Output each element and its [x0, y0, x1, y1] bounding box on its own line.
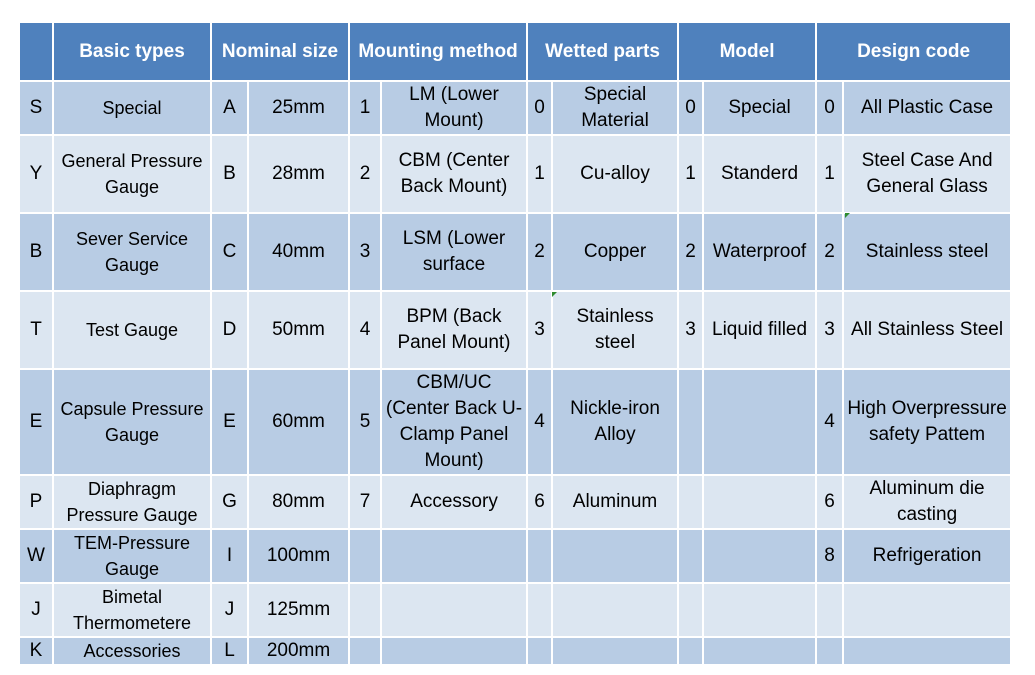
wetted-code: 1	[527, 135, 552, 213]
size-code: B	[211, 135, 248, 213]
nominal-size: 28mm	[248, 135, 349, 213]
type-code: K	[19, 637, 53, 665]
design-code: 2	[816, 213, 843, 291]
basic-type: Special	[53, 81, 211, 135]
size-code: E	[211, 369, 248, 475]
type-code: S	[19, 81, 53, 135]
basic-type: Accessories	[53, 637, 211, 665]
size-code: G	[211, 475, 248, 529]
nominal-size: 40mm	[248, 213, 349, 291]
wetted-code	[527, 583, 552, 637]
type-code: W	[19, 529, 53, 583]
mount-code: 2	[349, 135, 381, 213]
size-code: C	[211, 213, 248, 291]
mounting-method	[381, 529, 527, 583]
mount-code: 7	[349, 475, 381, 529]
wetted-part: Special Material	[552, 81, 678, 135]
wetted-part: Cu-alloy	[552, 135, 678, 213]
wetted-code: 4	[527, 369, 552, 475]
basic-type: Test Gauge	[53, 291, 211, 369]
mounting-method: BPM (Back Panel Mount)	[381, 291, 527, 369]
wetted-part: Aluminum	[552, 475, 678, 529]
header-mounting-method: Mounting method	[349, 22, 527, 81]
model	[703, 637, 816, 665]
wetted-code	[527, 529, 552, 583]
wetted-part	[552, 583, 678, 637]
nominal-size: 25mm	[248, 81, 349, 135]
design: Aluminum die casting	[843, 475, 1011, 529]
nominal-size: 100mm	[248, 529, 349, 583]
model: Liquid filled	[703, 291, 816, 369]
design: All Plastic Case	[843, 81, 1011, 135]
table-row	[19, 475, 1011, 529]
design-code	[816, 637, 843, 665]
nominal-size: 125mm	[248, 583, 349, 637]
wetted-code: 3	[527, 291, 552, 369]
basic-type: Bimetal Thermometere	[53, 583, 211, 637]
design-code: 1	[816, 135, 843, 213]
table-row	[19, 213, 1011, 291]
mounting-method: LSM (Lower surface	[381, 213, 527, 291]
design-code	[816, 583, 843, 637]
wetted-code: 0	[527, 81, 552, 135]
wetted-code: 6	[527, 475, 552, 529]
mounting-method	[381, 637, 527, 665]
model	[703, 475, 816, 529]
design	[843, 637, 1011, 665]
mounting-method	[381, 583, 527, 637]
model	[703, 369, 816, 475]
model-code: 0	[678, 81, 703, 135]
design-code: 4	[816, 369, 843, 475]
nominal-size: 80mm	[248, 475, 349, 529]
mounting-method: Accessory	[381, 475, 527, 529]
mounting-method: LM (Lower Mount)	[381, 81, 527, 135]
design	[843, 583, 1011, 637]
size-code: A	[211, 81, 248, 135]
mount-code: 4	[349, 291, 381, 369]
table-row	[19, 81, 1011, 135]
basic-type: TEM-Pressure Gauge	[53, 529, 211, 583]
wetted-part: Stainless steel	[552, 291, 678, 369]
table-row	[19, 291, 1011, 369]
model-code: 2	[678, 213, 703, 291]
basic-type: General Pressure Gauge	[53, 135, 211, 213]
wetted-part: Copper	[552, 213, 678, 291]
design-code: 0	[816, 81, 843, 135]
basic-type: Diaphragm Pressure Gauge	[53, 475, 211, 529]
mount-code: 1	[349, 81, 381, 135]
size-code: I	[211, 529, 248, 583]
model-code: 3	[678, 291, 703, 369]
model: Special	[703, 81, 816, 135]
header-design-code: Design code	[816, 22, 1011, 81]
nominal-size: 200mm	[248, 637, 349, 665]
nominal-size: 60mm	[248, 369, 349, 475]
size-code: J	[211, 583, 248, 637]
model-code	[678, 369, 703, 475]
comment-marker-icon	[552, 292, 557, 297]
type-code: B	[19, 213, 53, 291]
model-code	[678, 529, 703, 583]
mount-code	[349, 583, 381, 637]
mounting-method: CBM (Center Back Mount)	[381, 135, 527, 213]
wetted-code	[527, 637, 552, 665]
mount-code: 3	[349, 213, 381, 291]
model-code	[678, 637, 703, 665]
type-code: P	[19, 475, 53, 529]
header-basic-types: Basic types	[53, 22, 211, 81]
table-row	[19, 135, 1011, 213]
table-row	[19, 369, 1011, 475]
wetted-part	[552, 529, 678, 583]
wetted-part: Nickle-iron Alloy	[552, 369, 678, 475]
model	[703, 529, 816, 583]
table-row	[19, 637, 1011, 665]
design: All Stainless Steel	[843, 291, 1011, 369]
type-code: T	[19, 291, 53, 369]
mount-code: 5	[349, 369, 381, 475]
model-code	[678, 475, 703, 529]
basic-type: Capsule Pressure Gauge	[53, 369, 211, 475]
type-code: E	[19, 369, 53, 475]
model	[703, 583, 816, 637]
model: Standerd	[703, 135, 816, 213]
type-code: J	[19, 583, 53, 637]
design-code: 3	[816, 291, 843, 369]
wetted-code: 2	[527, 213, 552, 291]
size-code: D	[211, 291, 248, 369]
design: Steel Case And General Glass	[843, 135, 1011, 213]
header-nominal-size: Nominal size	[211, 22, 349, 81]
size-code: L	[211, 637, 248, 665]
table-row	[19, 583, 1011, 637]
design: Refrigeration	[843, 529, 1011, 583]
design: High Overpressure safety Pattem	[843, 369, 1011, 475]
wetted-part	[552, 637, 678, 665]
mount-code	[349, 637, 381, 665]
comment-marker-icon	[845, 213, 850, 218]
gauge-code-table	[18, 21, 1012, 666]
type-code: Y	[19, 135, 53, 213]
header-code	[19, 22, 53, 81]
mount-code	[349, 529, 381, 583]
header-model: Model	[678, 22, 816, 81]
header-wetted-parts: Wetted parts	[527, 22, 678, 81]
model-code: 1	[678, 135, 703, 213]
nominal-size: 50mm	[248, 291, 349, 369]
table-row	[19, 529, 1011, 583]
header-row	[19, 22, 1011, 81]
design-code: 8	[816, 529, 843, 583]
model-code	[678, 583, 703, 637]
mounting-method: CBM/UC (Center Back U-Clamp Panel Mount)	[381, 369, 527, 475]
design-code: 6	[816, 475, 843, 529]
design: Stainless steel	[843, 213, 1011, 291]
model: Waterproof	[703, 213, 816, 291]
basic-type: Sever Service Gauge	[53, 213, 211, 291]
